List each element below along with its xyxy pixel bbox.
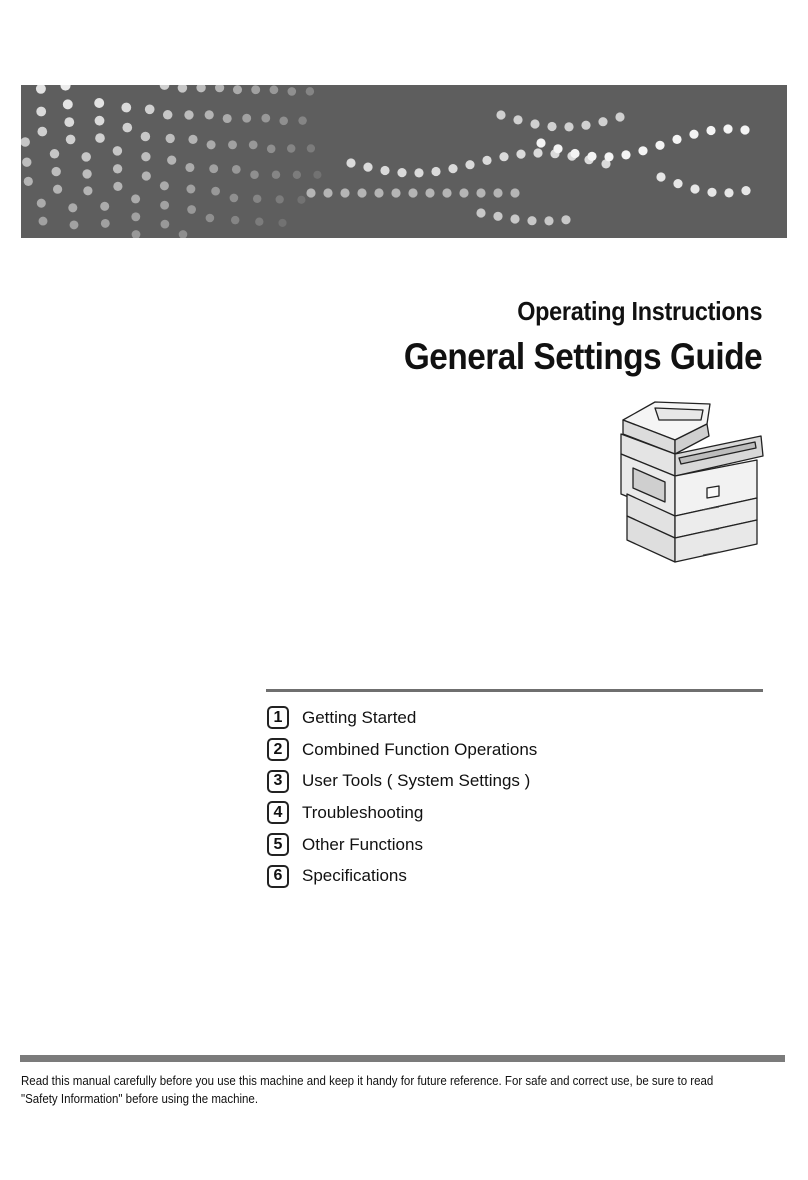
banner-dot [161,220,170,229]
banner-dot [37,199,46,208]
banner-dot [533,148,542,157]
banner-dot [621,150,630,159]
banner-dot [476,188,485,197]
banner-dot [68,203,77,212]
chapter-number-badge: 5 [267,833,289,856]
banner-dot [516,150,525,159]
chapter-number-badge: 6 [267,865,289,888]
banner-dot [297,196,305,204]
banner-dot [178,85,188,93]
banner-dot [564,122,573,131]
banner-dot [496,110,505,119]
banner-dot [24,177,33,186]
banner-dot [131,212,140,221]
banner-dot [250,170,259,179]
toc-item-label: Specifications [302,866,407,886]
banner-dot [672,135,681,144]
banner-dot [160,201,169,210]
banner-dot [288,87,297,96]
banner-dot [278,219,286,227]
banner-dot [587,152,596,161]
banner-dot [391,188,400,197]
banner-dot [689,130,698,139]
banner-dot [655,141,664,150]
banner-dot [101,219,110,228]
banner-dot [66,135,76,145]
banner-dot [122,123,132,133]
banner-dot [166,134,175,143]
document-subtitle: Operating Instructions [517,296,762,326]
banner-dot [272,170,280,178]
banner-dot [313,171,321,179]
banner-dot [100,202,109,211]
banner-dot [527,216,536,225]
banner-dot [145,104,155,114]
banner-dot [141,132,151,142]
banner-dot [442,188,451,197]
banner-dot [707,188,716,197]
banner-dot [414,168,423,177]
banner-dot [499,152,508,161]
banner-dot [249,141,258,150]
banner-dot [205,110,214,119]
banner-dot [459,188,468,197]
banner-dot [510,214,519,223]
toc-item-label: User Tools ( System Settings ) [302,771,531,791]
banner-dot [179,230,188,238]
banner-dot [741,186,750,195]
banner-dot [22,158,31,167]
banner-dot [223,114,232,123]
toc-divider [266,689,763,692]
toc-item-label: Other Functions [302,834,423,854]
banner-dot [53,185,62,194]
banner-dot [510,188,519,197]
banner-dot [187,205,196,214]
banner-dot [638,146,647,155]
banner-dot [253,195,261,203]
banner-dot [357,188,366,197]
banner-dot [448,164,457,173]
toc-item-label: Getting Started [302,707,417,727]
banner-dot [113,164,122,173]
banner-dot [553,144,562,153]
banner-dot [476,208,485,217]
banner-dot [581,121,590,130]
banner-dot [160,85,170,90]
banner-dot [570,149,579,158]
banner-dot [230,194,239,203]
banner-dot [530,119,539,128]
banner-dot [690,184,699,193]
banner-dot [493,188,502,197]
banner-dot [142,171,151,180]
banner-dot [209,164,218,173]
toc-item-specifications[interactable] [267,860,537,892]
banner-dot [95,116,105,126]
banner-dot [536,138,545,147]
banner-dot [431,167,440,176]
banner-dot [307,144,315,152]
banner-dot [408,188,417,197]
footer-divider [20,1055,785,1062]
chapter-number-badge: 3 [267,770,289,793]
banner-dot [513,115,522,124]
banner-dot [380,166,389,175]
banner-dot [231,216,239,224]
dot-pattern-banner [21,85,787,238]
banner-dot [604,152,613,161]
banner-dot [425,188,434,197]
banner-dot [132,230,141,238]
banner-dot [270,85,279,94]
banner-dot [186,185,195,194]
chapter-number-badge: 2 [267,738,289,761]
banner-dot [306,87,314,95]
banner-dot [160,181,169,190]
banner-dot [211,187,220,196]
banner-dot [287,144,295,152]
banner-dot [267,145,276,154]
footer-notice: Read this manual carefully before you use this machine and keep it handy for future reference. For safe and correct use, be sure to read "Safety Information" before using the machine. [21,1074,714,1106]
document-title: General Settings Guide [403,336,762,377]
banner-dot [255,218,263,226]
banner-dot [298,116,306,124]
banner-dot [163,110,173,120]
banner-dot [121,103,131,113]
toc-item-combined-function-operations[interactable] [267,734,537,766]
toc-item-label: Combined Function Operations [302,739,538,759]
banner-dot [706,126,715,135]
banner-dot [63,99,73,109]
banner-dot [261,114,270,123]
banner-dot [233,85,242,94]
banner-dot [561,215,570,224]
banner-dot [83,186,92,195]
banner-dot [293,171,301,179]
banner-dot [37,127,47,137]
toc-item-label: Troubleshooting [302,802,424,822]
banner-dot [340,188,349,197]
toc-item-troubleshooting[interactable] [267,797,537,829]
banner-dot [206,214,215,223]
banner-dot [232,165,241,174]
banner-dot [113,146,123,156]
banner-dot [94,98,104,108]
banner-dot [346,158,355,167]
banner-dot [64,117,74,127]
banner-dot [598,117,607,126]
banner-dot [306,188,315,197]
banner-dot [21,137,30,147]
banner-dot [544,216,553,225]
banner-dot [397,168,406,177]
banner-dot [215,85,224,92]
banner-dot [52,167,61,176]
banner-dot [279,117,288,126]
banner-dot [207,140,216,149]
banner-dot [615,112,624,121]
banner-dot [547,122,556,131]
banner-dot [167,156,176,165]
banner-dot [493,212,502,221]
banner-dot [323,188,332,197]
banner-dot [188,135,197,144]
toc-item-getting-started[interactable] [267,702,537,734]
banner-dot [141,152,150,161]
banner-dot [36,107,46,117]
banner-dot [82,169,91,178]
banner-dot [242,114,251,123]
chapter-number-badge: 4 [267,801,289,824]
banner-dot [50,149,60,159]
banner-dot [465,160,474,169]
banner-dot [36,85,46,94]
banner-dot [95,133,105,143]
toc-item-other-functions[interactable] [267,829,537,861]
toc-item-user-tools[interactable] [267,765,537,797]
banner-dot [251,85,260,94]
banner-dot [70,220,79,229]
banner-dot [673,179,682,188]
banner-dot [482,156,491,165]
banner-dot [81,152,91,162]
banner-dot [39,217,48,226]
banner-dot [374,188,383,197]
chapter-number-badge: 1 [267,706,289,729]
banner-dot [656,172,665,181]
banner-dot [228,140,237,149]
banner-dot [131,194,140,203]
banner-dot [724,188,733,197]
banner-dot [185,163,194,172]
banner-dot [740,125,749,134]
banner-dot [196,85,205,92]
table-of-contents [267,702,537,892]
banner-dot [60,85,70,91]
banner-dot [276,195,284,203]
banner-dot [723,124,732,133]
banner-dot [363,163,372,172]
banner-dot [113,182,122,191]
banner-dot [184,110,193,119]
printer-illustration-icon [615,398,767,566]
